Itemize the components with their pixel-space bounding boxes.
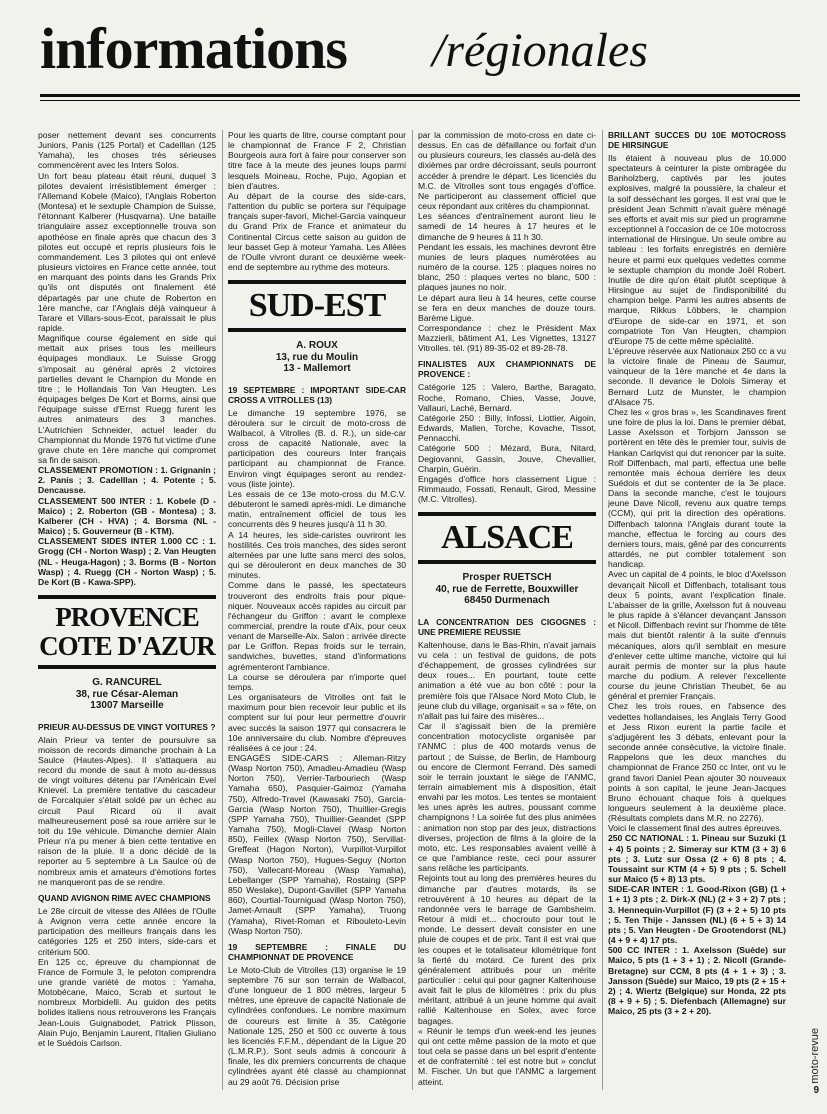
page-number: 9 xyxy=(813,1085,819,1096)
section-title: SUD-EST xyxy=(248,287,386,325)
masthead-rule-thin xyxy=(40,100,800,101)
paragraph: A 14 heures, les side-caristes ouvriront les hostilités. Ces trois manches, des sides seront alternées par une lutte sans merci des solos, qui se dérouleront en deux manches de 30 minutes. xyxy=(228,529,406,581)
paragraph: « Réunir le temps d'un week-end les jeunes qui ont cette même passion de la moto et que tout cela se passe dans un bel esprit d'entente et de confraternité : tel est notre but » conclut M. Fischer. Un but que l'ANMC a largement atteint. xyxy=(418,1025,596,1087)
paragraph: ENGAGÉS SIDE-CARS : Alleman-Ritzy (Wasp Norton 750), Amadieu-Amadieu (Wasp Norton 750), Verrier-Tarbouriech (Wasp Yamaha 650), Pasquier-Gaimoz (Yamaha 750), Alfredo-Travel (Kawasaki 750), Garcia-Garcia (Wasp Norton 750), Thuillier-Gregis (SPP Yamaha 750), Thuillier-Geandet (SPP Yamaha 750), Mogli-Clavel (Wasp Norton 850), Feillex (Wasp Norton 750), Servillat-Greffeat (Hagon Norton), Vurpillot-Vurpillot (Wasp Norton 750), Hugues-Seguy (Norton 750), Vallecant-Moreau (Wasp Yamaha), Lebellanger (SPP Yamaha), Rostaing (SPP 850 Weslake), Dupont-Gavillet (SPP Yamaha 860), Courtial-Tourniguad (Wasp Norton 750), Jamet-Arnault (SPP Yamaha), Truong (Yamaha), Rivet-Roman et Ribouleto-Levin (Wasp Norton 750). xyxy=(228,753,406,936)
paragraph: Chez les trois roues, en l'absence des vedettes hollandaises, les Anglais Terry Good et Jess Rixon eurent la partie facile et s'adjugèrent les 3 débats, enlevant pour la seconde année consécutive, la victoire finale. Rappelons que les deux manches du championnat de France 250 cc Inter, ont vu le grand favori Daniel Pean ajouter 30 nouveaux points à son capital, le jeune Jean-Jacques Bruno échouant chaque fois à quelques longueurs seulement à la deuxième place. (Résultats complets dans M.R. no 2276). xyxy=(608,701,786,824)
column-2 xyxy=(228,130,406,1094)
article-heading: LA CONCENTRATION DES CIGOGNES : UNE PREMIERE REUSSIE xyxy=(418,616,596,637)
column-4 xyxy=(608,130,786,1094)
masthead xyxy=(40,14,800,104)
paragraph: Les séances d'entraînement auront lieu le samedi de 14 heures à 17 heures et le dimanche de 9 heures à 11 h 30. xyxy=(418,211,596,242)
correspondent-block xyxy=(228,340,406,375)
results: CLASSEMENT 500 INTER : 1. Kobele (D - Maico) ; 2. Roberton (GB - Montesa) ; 3. Kalberer (CH - HVA) ; 4. Borsma (NL - Maico) ; 5. Gouverneur (B - KTM). xyxy=(38,495,216,537)
correspondent-city: 13007 Marseille xyxy=(90,700,164,712)
paragraph: Le dimanche 19 septembre 1976, se déroulera sur le circuit de moto-cross de Walbacol, à Vitrolles (B. d. R.), un side-car cross de capacité Nationale, avec la participation des coureurs Inter français participant au championnat de France. Environ vingt équipages seront au rendez-vous (liste jointe). xyxy=(228,407,406,489)
correspondent-block xyxy=(38,677,216,712)
paragraph: Car il s'agissait bien de la première concentration motocycliste organisée par l'ANMC : plus de 400 motards venus de partout ; de Suisse, de Berlin, de Hambourg ou encore de Clermont Ferrand. Dès samedi soir le terrain jouxtant le siège de l'ANMC, terrain aimablement mis à disposition, était envahi par les motos. Les tentes se montaient les unes après les autres, poussant comme champignons ! La soirée fut des plus animées : animation non stop par des jeux, distractions diverses, projection de films à la gloire de la moto, etc. Les responsables avaient veillé à ce que l'ambiance reste, ceci pour assurer sans relâche les participants. xyxy=(418,721,596,874)
paragraph: L'épreuve réservée aux Nationaux 250 cc a vu la victoire finale de Pineau de Saumur, vainqueur de la 1ère manche et 4e dans la seconde. Il devance le Dolois Simeray et Bernard Lutz de Munster, le champion d'Alsace 75. xyxy=(608,345,786,407)
correspondent-name: A. ROUX xyxy=(296,340,338,352)
paragraph: Ils étaient à nouveau plus de 10.000 spectateurs à ceinturer la piste ombragée du Banholzberg, captivés par les joutes explosives, malgré la poussière, la chaleur et la soif desséchant les gorges. Il est vrai que le président Jean Schmitt n'avait guère ménagé ses efforts et avait mis sur pied un programme exceptionnel à l'occasion de ce 10e motocross international de Hirsingue. Un seule ombre au tableau : les forfaits enregistrés en dernière heure et parmi eux quelques vedettes comme le sextuple champion du monde Joël Robert. Inutile de dire qu'on était plutôt sceptique à Hirsingue au sujet de l'indisponibilité du champion belge. Parmi les autres absents de marque, Rikkus Löbbers, le champion d'Europe de side-car en 1971, et son compatriote Ton Van Heugten, champion d'Europe 75 de cette même spécialité. xyxy=(608,153,786,346)
article-heading: QUAND AVIGNON RIME AVEC CHAMPIONS xyxy=(38,892,211,903)
masthead-informations: informations xyxy=(40,16,347,81)
paragraph: par la commission de moto-cross en date ci-dessus. En cas de défaillance ou forfait d'un ou plusieurs coureurs, les classés au-delà des dixièmes par ordre décroissant, seuls pourront accéder à prendre le départ. Les licenciés du M.C. de Vitrolles sont tous engagés d'office. Ne participeront au classement officiel que ceux répondant aux critères du championnat. xyxy=(418,130,596,212)
paragraph: Catégorie 125 : Valero, Barthe, Baragato, Roche, Romano, Chies, Vasse, Jouve, Vallauri, Laché, Bernard. xyxy=(418,382,596,413)
results: CLASSEMENT SIDES INTER 1.000 CC : 1. Grogg (CH - Norton Wasp) ; 2. Van Heugten (NL - Heuga-Hagon) ; 3. Borms (B - Norton Wasp) ; 4. Ruegg (CH - Norton Wasp) ; 5. De Kort (B - Kawa-SPP). xyxy=(38,536,216,587)
paragraph: Le Moto-Club de Vitrolles (13) organise le 19 septembre 76 sur son terrain de Walbacol, d'une longueur de 1 800 mètres, largeur 5 mètres, une épreuve de capacité Nationale de cylindrées confondues. Le nombre maximum de coureurs est limite à 35. Catégorie Nationale 125, 250 et 500 cc ouverte à tous les licenciés F.F.M., dépendant de la Ligue 20 (L.M.R.P.). Sont seuls admis à concourir à finale, les dix premiers concurrents de chaque cylindrées ayant été classé au championnat au 29 août 76. Décision prise xyxy=(228,964,406,1087)
paragraph: Kaltenhouse, dans le Bas-Rhin, n'avait jamais vu cela : un festival de guidons, de pots d'échappement, de grosses cylindrées sur deux roues... En pourtant, toute cette animation a été vue au bon côté : pour la première fois que l'Alsace Nord Moto Club, le jeune club du village, organisait « sa » fête, on n'allait pas lui faire des misères... xyxy=(418,639,596,721)
results: CLASSEMENT PROMOTION : 1. Grignanin ; 2. Panis ; 3. Cadelllan ; 4. Potente ; 5. Dencausse. xyxy=(38,465,216,496)
paragraph: Au départ de la course des side-cars, l'attention du public se portera sur l'équipage français super-favori, Michel-Garcia vainqueur du Grand Prix de France et animateur du Continental Circus cette saison au guidon de leur basset Gep à moteur Yamaha. Les Allées de l'Oulle vivront durant ce deuxième week-end de septembre au rythme des moteurs. xyxy=(228,190,406,273)
paragraph: Engagés d'office hors classement Ligue : Rimmaudo, Fossati, Renault, Girod, Messine (M.C. Vitrolles). xyxy=(418,473,596,505)
paragraph: Le 28e circuit de vitesse des Allées de l'Oulle à Avignon verra cette année encore la participation des meilleurs français dans les catégories 125 et 250 inters, side-cars et critérium 500. xyxy=(38,905,216,957)
column-divider xyxy=(602,130,603,1090)
article-heading: PRIEUR AU-DESSUS DE VINGT VOITURES ? xyxy=(38,721,216,732)
correspondent-block xyxy=(418,572,596,607)
correspondent-city: 13 - Mallemort xyxy=(283,363,351,375)
column-3 xyxy=(418,130,596,1094)
paragraph: Catégorie 500 : Mézard, Bura, Nitard, Degiovanni, Gassin, Jouve, Chevallier, Charpin, Guérin. xyxy=(418,443,596,474)
paragraph: Catégorie 250 : Billy, Infossi, Liottier, Aigoin, Edwards, Mallen, Torche, Kovache, Tissot, Pennacchi. xyxy=(418,412,596,444)
paragraph: Alain Prieur va tenter de poursuivre sa moisson de records dimanche prochain à La Saulce (Hautes-Alpes). Il s'attaquera au record du monde de saut à moto au-dessus de vingt voitures détenu par l'Américain Evel Knievel. La première tentative du cascadeur de Forcalquier s'était soldé par un échec au circuit Paul Ricard où il avait malheureusement posé sa roue arrière sur le toit du 19e véhicule. Dimanche dernier Alain Prieur n'a pu mener à bien cette tentative en raison de la pluie. Il a donc décidé de la reporter au 5 septembre à La Saulce où de nombreux amis et amateurs d'émotions fortes ne manqueront pas de se rendre. xyxy=(38,734,216,887)
correspondent-city: 68450 Durmenach xyxy=(464,595,550,607)
correspondent-street: 40, rue de Ferrette, Bouxwiller xyxy=(435,583,579,595)
paragraph: Avec un capital de 4 points, le bloc d'Axelsson devançait Nicoll et Diffenbach, totalisant tous deux 5 points, avant l'explication finale. L'abaisser de la grille, Axelsson fut à nouveau le plus rapide à s'élancer devançant Jansson et Nicoll. Diffenbach revint sur l'homme de tête mais dut bientôt ralentir à la suite d'ennuis mécaniques, alors qu'il semblait en mesure d'enlever cette ultime manche, victoire qui lui aurait permis de monter sur la plus haute marche du podium. A relever l'excellente course du jeune Christian Theubet, 6e au général et premier Français. xyxy=(608,569,786,702)
section-title: PROVENCE xyxy=(55,602,199,633)
results: 250 CC NATIONAL : 1. Pineau sur Suzuki (1 + 4) 5 points ; 2. Simeray sur KTM (3 + 3) 6 pts ; 3. Lutz sur Ossa (2 + 6) 8 pts ; 4. Toussaint sur KTM (4 + 5) 9 pts ; 5. Schell sur Maico (5 + 8) 13 pts. xyxy=(608,833,786,885)
article-heading: 19 SEPTEMBRE : IMPORTANT SIDE-CAR CROSS A VITROLLES (13) xyxy=(228,384,406,405)
results: 500 CC INTER : 1. Axelsson (Suède) sur Maico, 5 pts (1 + 3 + 1) ; 2. Nicoll (Grande-Bretagne) sur CCM, 8 pts (4 + 1 + 3) ; 3. Jansson (Suède) sur Maico, 19 pts (2 + 15 + 2) ; 4. Wiertz (Belgique) sur Honda, 22 pts (8 + 9 + 5) ; 5. Diefenbach (Allemagne) sur Maico, 25 pts (3 + 2 + 20). xyxy=(608,945,786,1017)
correspondent-name: Prosper RUETSCH xyxy=(462,572,552,584)
article-heading: FINALISTES AUX CHAMPIONNATS DE PROVENCE : xyxy=(418,359,596,380)
paragraph: Le départ aura lieu à 14 heures, cette course se fera en deux manches de douze tours. Barème Ligue. xyxy=(418,292,596,323)
paragraph: En 125 cc, épreuve du championnat de France de Formule 3, le peloton comprendra une grande variété de motos : Yamaha, Motobécane, Maico, Scrab et surtout le nombreux Morbidelli. Au guidon des petits bolides italiens nous retrouverons les Français Jean-Louis Guignabodet, Patrick Plisson, Alain Pujo, Benjamin Laurent, l'Italien Giuliano et le Suédois Carlson. xyxy=(38,956,216,1048)
paragraph: Correspondance : chez le Président Max Mazzierli, bâtiment A1, Les Vignettes, 13127 Vitrolles. tél. (91) 89-35-02 et 89-28-78. xyxy=(418,322,596,354)
masthead-rule xyxy=(40,94,800,97)
section-header-provence xyxy=(38,595,216,669)
section-header-sud-est xyxy=(228,280,406,332)
paragraph: Voici le classement final des autres épreuves. xyxy=(608,823,782,834)
correspondent-street: 13, rue du Moulin xyxy=(275,351,359,363)
paragraph: Rejoints tout au long des premières heures du dimanche par d'autres motards, ils se retrouvèrent à 10 heures au départ de la randonnée vers le barrage de Gambsheim. Retour à midi et... chocrouto pour tout le monde. Le dessert devait consister en une pluie de coupes et de prix. Tant il est vrai que les coupes et le totalisateur kilométrique font la fierté du motard. Ce furent des prix généralement attribués pour un mérite particulier : celui qui pour gagner Kaltenhouse avait fait le plus de kilomètres : prix du plus méritant, attribué à un jeune homme qui avait rallié Kaltenhouse en Solex, avec force bagages. xyxy=(418,873,596,1026)
paragraph: Comme dans le passé, les spectateurs trouveront des endroits frais pour pique-niquer. Nouveaux accès rapides au circuit par l'échangeur du Griffon : avant le complexe commercial, prendre la route d'Aix, pour ceux venant de Marseille-Aix. Salon : arrivée directe par Le Griffon. Repas froids sur le terrain, sandwiches, buvettes, stand d'informations agrémenteront l'ambiance. xyxy=(228,580,406,672)
paragraph: Pour les quarts de litre, course comptant pour le championnat de France F 2, Christian Bourgeois aura fort à faire pour conserver son titre face à la meute des jeunes loups parmi lesquels Moineau, Roche, Pujo, Agopian et bien d'autres. xyxy=(228,130,406,191)
article-heading: BRILLANT SUCCES DU 10E MOTOCROSS DE HIRSINGUE xyxy=(608,130,786,150)
article-heading: 19 SEPTEMBRE : FINALE DU CHAMPIONNAT DE PROVENCE xyxy=(228,941,406,962)
correspondent-name: G. RANCUREL xyxy=(92,677,162,689)
paragraph: Chez les « gros bras », les Scandinaves firent une foire de plus la loi. Dans le premier débat, Lasse Axelsson et Torbjorn Jansson se portèrent en tête dès le premier tour, suivis de Hankan Carlqvist qui dut renoncer par la suite. Rolf Diffenbach, mal parti, effectua une belle remontée mais échoua derrière les deux Suédois et dut se contenter de la 3e place. Dans la seconde manche, c'est le toujours jeune Dave Nicoll, revenu aux quatre temps (CCM), qui prit la direction des opérations. Diffenbach talonna l'Anglais durant toute la manche, effectua le forcing au cours des derniers tours, mais, gêné par des concurrents attardés, ne put combler totalement son handicap. xyxy=(608,406,786,570)
paragraph: Les essais de ce 13e moto-cross du M.C.V. débuteront le samedi après-midi. Le dimanche matin, entraînement officiel de tous les concurrents dès 9 heures jusqu'à 11 h 30. xyxy=(228,488,406,530)
paragraph: Les organisateurs de Vitrolles ont fait le maximum pour bien recevoir leur public et ils comptent sur lui pour leur permettre d'ouvrir avec succès la saison 1977 qui consacrera le 10e anniversaire du club. Nombre d'épreuves réalisées à ce jour : 24. xyxy=(228,692,406,753)
paragraph: Magnifique course également en side qui mettait aux prises tous les meilleurs équipages mondiaux. Le Suisse Grogg s'imposait au général après 2 victoires partielles devant le Champion du Monde en titre ; le Hollandais Ton Van Heugten. Les équipages belges De Kort et Borms, ainsi que l'équipage suisse d'Ernst Ruegg furent les autres animateurs des 3 manches. L'Autrichien Schneider, actuel leader du Championnat du Monde 1976 fut victime d'une grave chute en 1ère manche qui compromet sa fin de saison. xyxy=(38,333,216,465)
section-title: ALSACE xyxy=(441,519,573,557)
results: SIDE-CAR INTER : 1. Good-Rixon (GB) (1 + 1 + 1) 3 pts ; 2. Dirk-X (NL) (2 + 3 + 2) 7 pts ; 3. Hennequin-Vurpillot (F) (3 + 2 + 5) 10 pts ; 5. Ten Thije - Janssen (NL) (6 + 5 + 3) 14 pts ; 5. Van Heugten - De Grootendorst (NL) (4 + 9 + 4) 17 pts. xyxy=(608,884,786,946)
paragraph: poser nettement devant ses concurrents Juniors, Panis (125 Portal) et Cadelllan (125 Yamaha), les choses très sérieuses commencèrent avec les Inters Solos. xyxy=(38,130,216,171)
column-divider xyxy=(222,130,223,1090)
column-divider xyxy=(412,130,413,1090)
paragraph: Pendant les essais, les machines devront être munies de leurs plaques numérotées au numéro de la course. 125 : plaques noires no blanc, 250 : plaques vertes no blanc, 500 : plaques jaunes no noir. xyxy=(418,241,596,293)
masthead-regionales: /régionales xyxy=(432,24,648,77)
section-header-alsace xyxy=(418,512,596,564)
column-1 xyxy=(38,130,216,1094)
correspondent-street: 38, rue César-Aleman xyxy=(75,688,179,700)
section-title: COTE D'AZUR xyxy=(39,631,215,662)
magazine-name: moto-revue xyxy=(809,1028,821,1084)
paragraph: La course se déroulera par n'importe quel temps. xyxy=(228,671,406,692)
paragraph: Un fort beau plateau était réuni, duquel 3 pilotes devaient irrésistiblement émerger : l'Allemand Kobele (Maico), l'Anglais Roberton (Montesa) et le sextuple Champion de Suisse, l'étonnant Kalberer (Husqvarna). Une bataille triangulaire assez exceptionnelle trouva son apothéose en finale après que chacun des 3 pilotes eut occupé et repris plusieurs fois le commandement. Les 3 pilotes qui ont enlevé plusieurs victoires en France cette année, tout en marquant des points dans les Grands Prix qu'ils ont disputés ont finalement été départagés par une chute de Roberton en 1ère manche, car l'Anglais déjà vainqueur à Tarare et Villars-sous-Ecot, paraissait le plus rapide. xyxy=(38,170,216,333)
